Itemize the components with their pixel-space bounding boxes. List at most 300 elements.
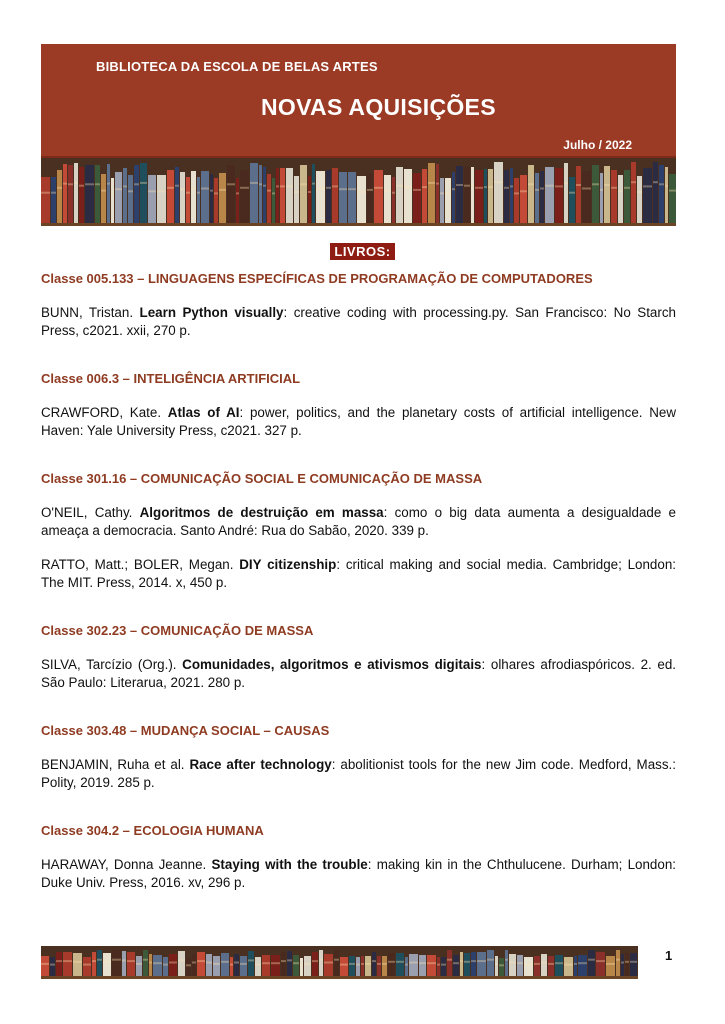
book-spine: [287, 951, 292, 976]
book-spine: [475, 170, 483, 223]
entry-details: : making kin in the Chthulucene. Durham; London: Duke Univ. Press, 2016. xv, 296 p.: [41, 857, 676, 890]
book-spine-band: [548, 963, 554, 965]
book-spine-band: [287, 959, 292, 961]
book-spine: [293, 955, 299, 976]
book-spine-band: [588, 959, 595, 961]
book-spine: [384, 175, 391, 223]
book-spine: [396, 167, 403, 223]
entry-title: Staying with the trouble: [211, 857, 368, 872]
bibliographic-entry: [41, 656, 676, 692]
book-spine: [574, 956, 577, 976]
entry-authors: RATTO, Matt.; BOLER, Megan.: [41, 557, 240, 572]
book-spine: [396, 953, 404, 976]
book-spine: [413, 173, 421, 223]
book-spine-band: [192, 962, 196, 964]
book-spine-band: [213, 963, 220, 965]
book-spine: [316, 171, 325, 223]
book-spine-band: [436, 183, 439, 185]
book-spine: [149, 954, 152, 976]
book-spine-band: [97, 959, 102, 961]
book-spine: [487, 950, 494, 976]
book-spine: [372, 952, 376, 976]
book-spine-band: [349, 963, 355, 965]
book-spine: [388, 953, 395, 976]
entry-details: : power, politics, and the planetary costs of artificial intelligence. New Haven: Yale University Press, c2021. 327 p.: [41, 405, 676, 438]
book-spine-band: [248, 959, 254, 961]
book-spine: [445, 178, 451, 223]
book-spine: [127, 952, 135, 976]
book-spine: [271, 955, 280, 976]
book-spine-band: [236, 192, 239, 194]
book-spine: [57, 170, 62, 223]
book-spine-band: [167, 187, 174, 189]
book-spine-band: [163, 964, 168, 966]
book-spine-band: [422, 186, 427, 188]
book-spine: [140, 163, 147, 223]
book-spine-band: [494, 181, 503, 183]
book-spine: [304, 956, 311, 976]
book-spine-band: [356, 964, 360, 966]
book-spine: [471, 952, 476, 976]
book-spine-band: [143, 959, 148, 961]
book-spine-band: [592, 183, 599, 185]
book-spine-band: [630, 961, 637, 963]
book-spine-band: [624, 187, 630, 189]
book-spine: [50, 957, 55, 976]
book-spine-band: [169, 962, 177, 964]
book-spine-band: [520, 190, 527, 192]
book-spine-band: [377, 963, 381, 965]
book-spine-band: [276, 185, 279, 187]
class-heading: Classe 005.133 – LINGUAGENS ESPECÍFICAS DE PROGRAMAÇÃO DE COMPUTADORES: [41, 271, 593, 286]
book-spine: [250, 163, 258, 223]
entry-authors: SILVA, Tarcízio (Org.).: [41, 657, 183, 672]
book-spine-band: [286, 185, 293, 187]
book-spine: [517, 955, 523, 976]
book-spine-band: [191, 188, 196, 190]
book-spine: [637, 176, 642, 223]
book-spine-band: [206, 962, 212, 964]
book-spine: [115, 172, 122, 223]
book-spine-band: [600, 189, 603, 191]
book-spine: [122, 951, 126, 976]
book-spine-band: [618, 190, 623, 192]
library-name: BIBLIOTECA DA ESCOLA DE BELAS ARTES: [96, 59, 378, 74]
book-spine: [477, 952, 486, 976]
book-spine-band: [41, 192, 50, 194]
book-spine-band: [653, 181, 658, 183]
book-spine: [555, 168, 563, 223]
page-title: NOVAS AQUISIÇÕES: [261, 94, 496, 120]
book-spine: [441, 957, 446, 976]
entry-authors: CRAWFORD, Kate.: [41, 405, 168, 420]
book-spine: [582, 171, 591, 223]
book-spine-band: [404, 186, 412, 188]
book-spine: [300, 958, 303, 976]
book-spine: [281, 952, 286, 976]
book-spine-band: [111, 192, 114, 194]
book-spine: [495, 956, 498, 976]
bookshelf-graphic: [41, 946, 638, 979]
book-spine-band: [505, 959, 508, 961]
book-spine-band: [361, 963, 364, 965]
book-spine: [97, 950, 102, 976]
book-spine-band: [250, 182, 258, 184]
book-spine: [134, 165, 139, 223]
book-spine: [107, 164, 110, 223]
book-spine: [63, 952, 72, 976]
book-spine: [101, 174, 106, 223]
book-spine-band: [564, 964, 573, 966]
book-spine: [659, 165, 664, 223]
book-spine-band: [312, 183, 315, 185]
book-spine: [437, 957, 440, 976]
book-spine: [197, 177, 200, 223]
book-spine-band: [365, 963, 371, 965]
class-heading: Classe 304.2 – ECOLOGIA HUMANA: [41, 823, 264, 838]
book-spine-band: [178, 959, 185, 961]
book-spine-band: [300, 183, 307, 185]
book-spine: [606, 956, 615, 976]
book-spine-band: [528, 183, 534, 185]
class-heading: Classe 301.16 – COMUNICAÇÃO SOCIAL E COMUNICAÇÃO DE MASSA: [41, 471, 483, 486]
book-spine: [255, 957, 261, 976]
book-spine-band: [604, 184, 610, 186]
book-spine-band: [334, 959, 339, 961]
book-spine-band: [262, 962, 270, 964]
book-spine: [236, 178, 239, 223]
book-spine: [578, 955, 587, 976]
book-spine: [374, 170, 383, 223]
book-spine: [405, 957, 408, 976]
book-spine-band: [405, 964, 408, 966]
book-spine-band: [340, 964, 348, 966]
book-spine-band: [396, 961, 404, 963]
book-spine-band: [517, 962, 523, 964]
book-spine: [68, 165, 73, 223]
book-spine: [324, 954, 333, 976]
book-spine-band: [56, 960, 62, 962]
book-spine-band: [92, 960, 96, 962]
book-spine-band: [300, 964, 303, 966]
book-spine-band: [148, 190, 156, 192]
book-spine-band: [157, 190, 166, 192]
book-spine-band: [625, 961, 629, 963]
book-spine-band: [606, 963, 615, 965]
header-banner: [41, 44, 676, 158]
book-spine: [520, 175, 527, 223]
book-spine-band: [569, 192, 575, 194]
book-spine-band: [669, 190, 676, 192]
book-spine-band: [230, 964, 233, 966]
book-spine-band: [545, 185, 554, 187]
book-spine-band: [57, 187, 62, 189]
book-spine: [624, 170, 630, 223]
book-spine: [136, 956, 142, 976]
book-spine: [427, 955, 436, 976]
entry-details: : como o big data aumenta a desigualdade e ameaça a democracia. Santo André: Rua do Sabão, 2020. 339 p.: [41, 505, 677, 538]
bookshelf-image-top: [41, 158, 676, 226]
bookshelf-image-bottom: [41, 946, 638, 979]
book-spine-band: [294, 191, 299, 193]
book-spine: [505, 950, 508, 976]
book-spine: [308, 176, 311, 223]
book-spine: [621, 954, 624, 976]
book-spine-band: [101, 190, 106, 192]
book-spine-band: [453, 962, 459, 964]
book-spine-band: [259, 183, 262, 185]
book-spine-band: [332, 185, 338, 187]
book-spine: [191, 171, 196, 223]
book-spine-band: [214, 192, 218, 194]
book-spine-band: [452, 188, 455, 190]
entry-authors: BENJAMIN, Ruha et al.: [41, 757, 190, 772]
book-spine-band: [437, 964, 440, 966]
book-spine: [447, 950, 452, 976]
book-spine-band: [643, 185, 652, 187]
book-spine: [123, 168, 127, 223]
book-spine-band: [115, 188, 122, 190]
book-spine: [294, 176, 299, 223]
book-spine: [240, 956, 247, 976]
book-spine: [653, 162, 658, 223]
book-spine-band: [83, 964, 91, 966]
entry-authors: HARAWAY, Donna Jeanne.: [41, 857, 212, 872]
book-spine-band: [234, 962, 239, 964]
book-spine-band: [541, 962, 547, 964]
book-spine: [340, 957, 348, 976]
book-spine-band: [68, 183, 73, 185]
book-spine-band: [281, 960, 286, 962]
book-spine: [484, 169, 487, 223]
book-spine-band: [367, 189, 373, 191]
book-spine-band: [312, 960, 318, 962]
book-spine: [392, 177, 395, 223]
section-label-text: LIVROS:: [330, 243, 394, 260]
book-spine: [79, 167, 84, 223]
book-spine-band: [540, 188, 544, 190]
bibliographic-entry: [41, 404, 676, 440]
book-spine: [422, 169, 427, 223]
book-spine: [604, 166, 610, 223]
bibliographic-entry: [41, 756, 676, 792]
bibliographic-entry: [41, 504, 676, 540]
book-spine-band: [263, 185, 266, 187]
book-spine: [494, 162, 503, 223]
book-spine-band: [382, 963, 387, 965]
book-spine: [286, 168, 293, 223]
book-spine-band: [504, 187, 509, 189]
book-spine: [564, 957, 573, 976]
book-spine-band: [326, 187, 331, 189]
book-spine-band: [413, 189, 421, 191]
book-spine: [186, 177, 190, 223]
book-spine-band: [475, 187, 483, 189]
book-spine-band: [441, 964, 446, 966]
book-spine: [456, 166, 463, 223]
book-spine-band: [240, 187, 249, 189]
book-spine-band: [112, 959, 121, 961]
entry-authors: BUNN, Tristan.: [41, 305, 140, 320]
book-spine: [41, 956, 49, 976]
book-spine: [348, 172, 356, 223]
book-spine: [669, 174, 676, 223]
bibliographic-entry: [41, 856, 676, 892]
book-spine-band: [107, 183, 110, 185]
book-spine: [504, 170, 509, 223]
book-spine: [219, 173, 226, 223]
book-spine-band: [388, 961, 395, 963]
book-spine-band: [582, 188, 591, 190]
book-spine-band: [524, 964, 533, 966]
book-spine: [611, 170, 617, 223]
book-spine-band: [535, 189, 539, 191]
book-spine: [409, 954, 418, 976]
book-spine-band: [477, 960, 486, 962]
book-spine-band: [186, 964, 191, 966]
book-spine-band: [487, 959, 494, 961]
book-spine: [300, 165, 307, 223]
book-spine: [213, 956, 220, 976]
book-spine-band: [456, 184, 463, 186]
bibliographic-entry: [41, 556, 676, 592]
book-spine: [499, 958, 504, 976]
book-spine: [361, 956, 364, 976]
book-spine-band: [153, 962, 162, 964]
book-spine: [548, 956, 554, 976]
book-spine: [112, 950, 121, 976]
book-spine: [339, 172, 347, 223]
book-spine-band: [631, 181, 636, 183]
book-spine-band: [471, 185, 474, 187]
book-spine-band: [621, 962, 624, 964]
book-spine: [436, 164, 439, 223]
book-spine-band: [495, 963, 498, 965]
book-spine: [319, 950, 323, 976]
book-spine-band: [409, 962, 418, 964]
book-spine-band: [445, 192, 451, 194]
book-spine-band: [267, 190, 271, 192]
book-spine-band: [392, 192, 395, 194]
book-spine: [618, 175, 623, 223]
book-spine-band: [272, 192, 275, 194]
book-spine: [555, 955, 563, 976]
entry-authors: O'NEIL, Cathy.: [41, 505, 140, 520]
book-spine: [349, 956, 355, 976]
book-spine: [163, 957, 168, 976]
bookshelf-graphic: [41, 158, 676, 226]
book-spine: [128, 175, 133, 223]
book-spine: [509, 954, 516, 976]
book-spine: [74, 163, 78, 223]
book-spine-band: [123, 185, 127, 187]
book-spine: [210, 174, 213, 223]
book-spine-band: [136, 963, 142, 965]
book-spine-band: [611, 187, 617, 189]
book-spine: [83, 957, 91, 976]
book-spine-band: [197, 192, 200, 194]
book-spine-band: [95, 183, 100, 185]
book-spine: [464, 953, 470, 976]
class-heading: Classe 302.23 – COMUNICAÇÃO DE MASSA: [41, 623, 314, 638]
book-spine: [460, 952, 463, 976]
book-spine-band: [50, 964, 55, 966]
book-spine-band: [180, 188, 185, 190]
book-spine-band: [509, 962, 516, 964]
book-spine-band: [396, 185, 403, 187]
class-heading: Classe 303.48 – MUDANÇA SOCIAL – CAUSAS: [41, 723, 330, 738]
book-spine-band: [74, 182, 78, 184]
entry-title: Algoritmos de destruição em massa: [139, 505, 384, 520]
page-number: 1: [665, 948, 673, 963]
book-spine: [51, 177, 56, 223]
book-spine-band: [271, 962, 280, 964]
book-spine: [471, 167, 474, 223]
book-spine: [92, 952, 96, 976]
book-spine: [178, 951, 185, 976]
book-spine: [404, 169, 412, 223]
book-spine-band: [221, 961, 229, 963]
book-spine: [143, 950, 148, 976]
book-spine-band: [372, 960, 376, 962]
book-spine: [576, 166, 581, 223]
book-spine: [588, 950, 595, 976]
book-spine-band: [510, 185, 513, 187]
bibliographic-entry: [41, 304, 676, 340]
book-spine-band: [324, 962, 333, 964]
book-spine-band: [564, 182, 568, 184]
shelf-ledge: [41, 223, 676, 226]
book-spine-band: [127, 960, 135, 962]
book-spine: [186, 958, 191, 976]
book-spine: [280, 168, 285, 223]
book-spine: [631, 162, 636, 223]
issue-date: Julho / 2022: [563, 138, 632, 152]
book-spine-band: [175, 185, 179, 187]
book-spine-band: [665, 185, 668, 187]
book-spine-band: [280, 185, 285, 187]
book-spine-band: [460, 960, 463, 962]
book-spine-band: [348, 188, 356, 190]
book-spine: [535, 173, 539, 223]
book-spine: [272, 178, 275, 223]
book-spine: [227, 165, 235, 223]
book-spine: [157, 175, 166, 223]
book-spine: [596, 952, 605, 976]
book-spine-band: [384, 190, 391, 192]
book-spine: [148, 175, 156, 223]
book-spine: [206, 954, 212, 976]
book-spine-band: [210, 190, 213, 192]
book-spine-band: [293, 962, 299, 964]
book-spine-band: [255, 964, 261, 966]
book-spine-band: [374, 187, 383, 189]
book-spine-band: [140, 182, 147, 184]
book-spine: [230, 957, 233, 976]
book-spine: [428, 163, 435, 223]
book-spine: [357, 176, 366, 223]
book-spine-band: [484, 186, 487, 188]
book-spine: [276, 168, 279, 223]
book-spine-band: [41, 963, 49, 965]
book-spine-band: [464, 185, 470, 187]
book-spine-band: [471, 960, 476, 962]
book-spine-band: [357, 191, 366, 193]
book-spine-band: [103, 961, 111, 963]
book-spine-band: [616, 959, 620, 961]
book-spine: [248, 951, 254, 976]
book-spine: [103, 953, 111, 976]
